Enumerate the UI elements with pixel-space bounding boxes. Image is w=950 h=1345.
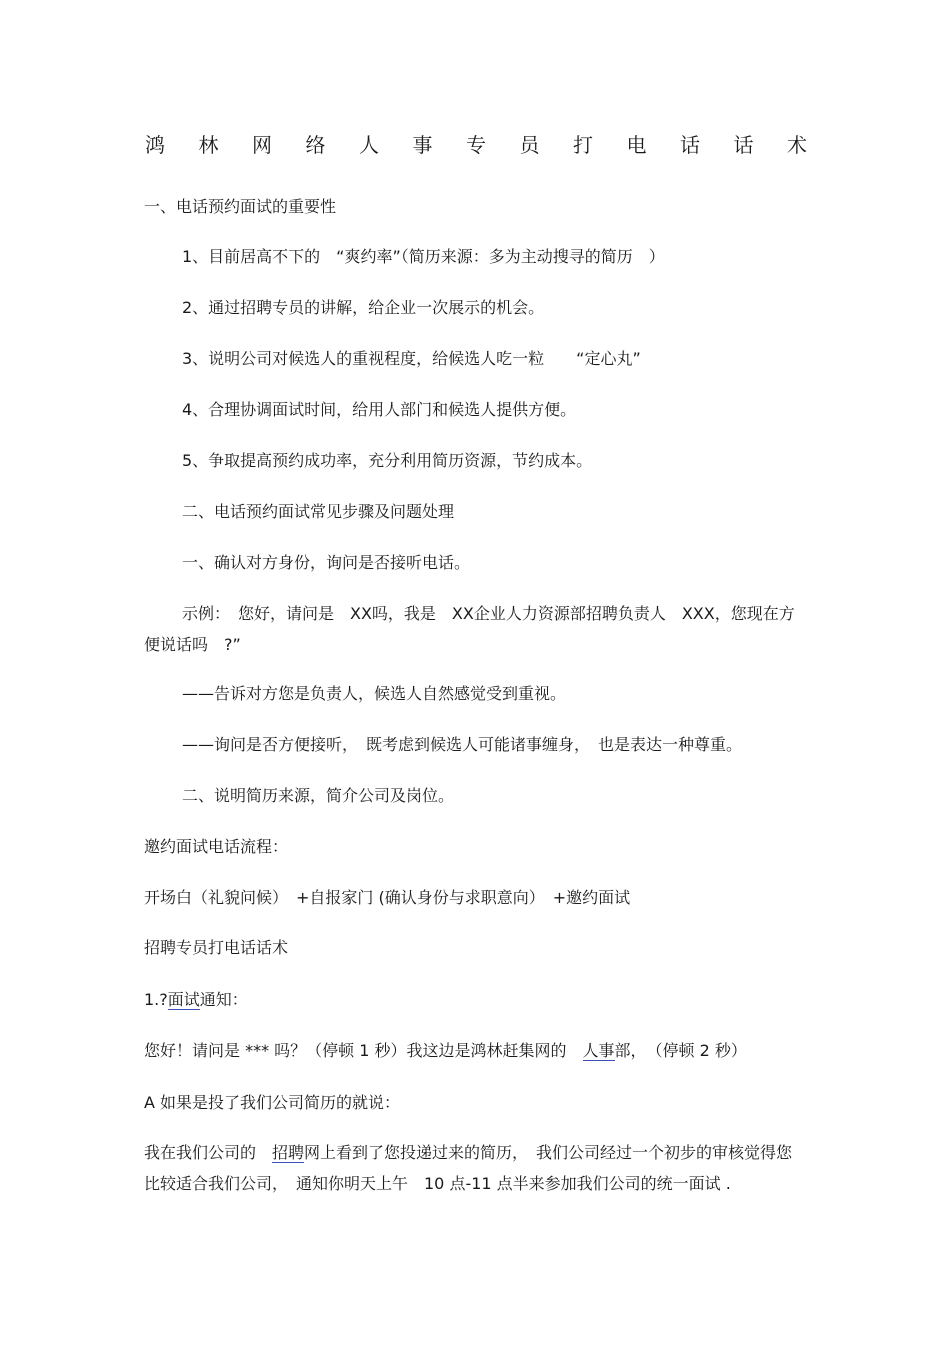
document-title [144,128,808,158]
invitation-text: 我在我们公司的 [144,1143,273,1162]
section-heading-1: 一、电话预约面试的重要性 [144,197,337,216]
notice-number: 1.? [144,990,168,1009]
list-item: 4、合理协调面试时间，给用人部门和候选人提供方便。 [182,400,577,419]
step-heading: 二、说明简历来源，简介公司及岗位。 [182,786,455,805]
title-char: 术 [787,132,807,157]
section-heading-2: 二、电话预约面试常见步骤及问题处理 [182,502,455,521]
step-heading: 一、确认对方身份，询问是否接听电话。 [182,553,471,572]
title-char: 专 [466,132,486,157]
title-char: 事 [412,132,433,157]
flow-line: 开场白（礼貌问候） +自报家门 (确认身份与求职意向） +邀约面试 [144,888,631,907]
case-a-line: A 如果是投了我们公司简历的就说： [144,1093,401,1112]
note-line: ——询问是否方便接听， 既考虑到候选人可能诸事缠身， 也是表达一种尊重。 [182,735,743,754]
invitation-paragraph [144,1137,808,1199]
invitation-text-end: 网上看到了您投递过来的简历， 我们公司经过一个初步的审核觉得您比较适合我们公司， 通知你明天上午 10 点-11 点半来参加我们公司的统一面试 . [144,1143,793,1193]
title-char: 络 [305,132,326,157]
title-char: 打 [573,132,593,157]
note-line: ——告诉对方您是负责人，候选人自然感觉受到重视。 [182,684,567,703]
script-title: 招聘专员打电话话术 [144,938,289,957]
title-char: 电 [626,132,647,157]
notice-label: 通知： [199,990,248,1009]
greeting-text-end: 部， （停顿 2 秒） [614,1041,747,1060]
greeting-line [144,1039,747,1063]
example-paragraph: 示例： 您好，请问是 XX吗，我是 XX企业人力资源部招聘负责人 XXX，您现在方便说话吗 ?” [144,604,795,654]
title-char: 林 [198,132,219,157]
interview-link[interactable]: 面试 [167,990,200,1009]
title-char: 话 [733,132,754,157]
title-char: 网 [252,132,272,157]
list-item: 5、争取提高预约成功率，充分利用简历资源，节约成本。 [182,451,593,470]
flow-title: 邀约面试电话流程： [144,837,289,856]
notice-heading [144,988,248,1012]
title-char: 鸿 [145,132,165,157]
greeting-text: 您好！请问是 *** 吗？（停顿 1 秒）我这边是鸿林赶集网的 [144,1041,583,1060]
list-item: 1、目前居高不下的 “爽约率”（简历来源：多为主动搜寻的简历 ） [182,247,665,266]
title-char: 人 [359,132,379,157]
recruit-link[interactable]: 招聘 [272,1143,305,1162]
list-item: 2、通过招聘专员的讲解，给企业一次展示的机会。 [182,298,545,317]
title-char: 员 [519,132,540,157]
title-char: 话 [680,132,700,157]
list-item: 3、说明公司对候选人的重视程度，给候选人吃一粒 “定心丸” [182,349,641,368]
hr-link[interactable]: 人事 [582,1041,615,1060]
